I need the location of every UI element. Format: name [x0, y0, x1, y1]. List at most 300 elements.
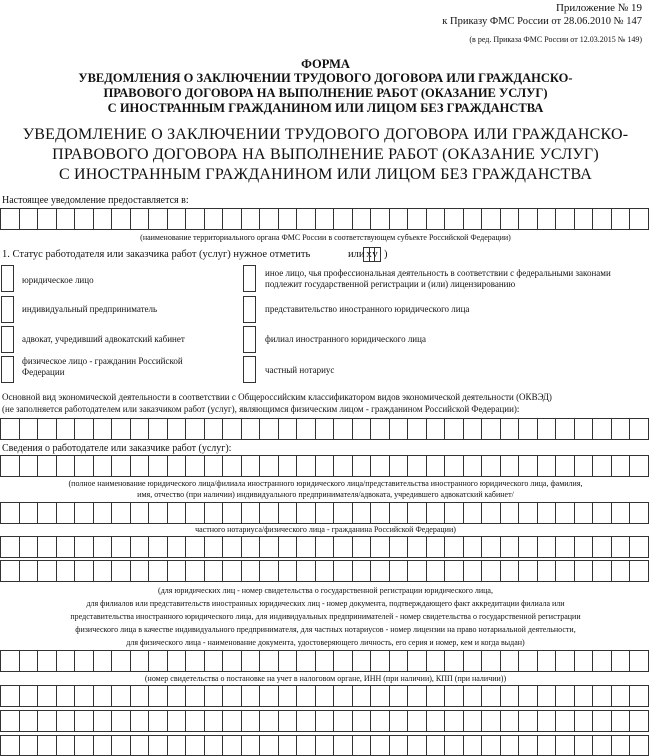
char-cell[interactable] — [501, 736, 520, 755]
char-cell[interactable] — [371, 736, 390, 755]
char-cell[interactable] — [575, 686, 594, 706]
char-cell[interactable] — [57, 651, 76, 671]
char-cell[interactable] — [38, 711, 57, 731]
char-cell[interactable] — [131, 651, 150, 671]
char-cell[interactable] — [94, 537, 113, 557]
char-cell[interactable] — [482, 503, 501, 523]
char-cell[interactable] — [353, 503, 372, 523]
char-cell[interactable] — [556, 419, 575, 439]
char-cell[interactable] — [205, 561, 224, 581]
char-cell[interactable] — [279, 419, 298, 439]
char-cell[interactable] — [464, 686, 483, 706]
char-cell[interactable] — [390, 561, 409, 581]
char-cell[interactable] — [205, 651, 224, 671]
char-cell[interactable] — [334, 651, 353, 671]
char-cell[interactable] — [223, 419, 242, 439]
char-cell[interactable] — [371, 537, 390, 557]
char-cell[interactable] — [575, 537, 594, 557]
checkbox-lawyer[interactable] — [1, 326, 14, 353]
char-cell[interactable] — [612, 537, 631, 557]
char-cell[interactable] — [371, 711, 390, 731]
char-cell[interactable] — [186, 456, 205, 476]
char-cell[interactable] — [482, 711, 501, 731]
char-cell[interactable] — [519, 561, 538, 581]
employer-name-grid-1[interactable] — [0, 455, 649, 477]
char-cell[interactable] — [94, 651, 113, 671]
char-cell[interactable] — [38, 651, 57, 671]
char-cell[interactable] — [630, 711, 649, 731]
char-cell[interactable] — [57, 419, 76, 439]
char-cell[interactable] — [297, 686, 316, 706]
char-cell[interactable] — [427, 537, 446, 557]
char-cell[interactable] — [427, 651, 446, 671]
char-cell[interactable] — [186, 503, 205, 523]
char-cell[interactable] — [57, 686, 76, 706]
char-cell[interactable] — [630, 503, 649, 523]
char-cell[interactable] — [593, 651, 612, 671]
char-cell[interactable] — [353, 209, 372, 229]
char-cell[interactable] — [297, 503, 316, 523]
char-cell[interactable] — [168, 209, 187, 229]
char-cell[interactable] — [501, 651, 520, 671]
char-cell[interactable] — [112, 456, 131, 476]
char-cell[interactable] — [501, 456, 520, 476]
char-cell[interactable] — [353, 686, 372, 706]
char-cell[interactable] — [75, 537, 94, 557]
char-cell[interactable] — [408, 561, 427, 581]
char-cell[interactable] — [538, 537, 557, 557]
char-cell[interactable] — [612, 686, 631, 706]
char-cell[interactable] — [316, 651, 335, 671]
char-cell[interactable] — [20, 711, 39, 731]
char-cell[interactable] — [279, 711, 298, 731]
char-cell[interactable] — [20, 209, 39, 229]
char-cell[interactable] — [575, 419, 594, 439]
char-cell[interactable] — [482, 686, 501, 706]
checkbox-notary[interactable] — [243, 356, 256, 383]
char-cell[interactable] — [482, 537, 501, 557]
char-cell[interactable] — [260, 419, 279, 439]
char-cell[interactable] — [186, 711, 205, 731]
char-cell[interactable] — [205, 736, 224, 755]
char-cell[interactable] — [390, 209, 409, 229]
char-cell[interactable] — [334, 209, 353, 229]
char-cell[interactable] — [297, 456, 316, 476]
char-cell[interactable] — [575, 456, 594, 476]
char-cell[interactable] — [445, 209, 464, 229]
char-cell[interactable] — [334, 561, 353, 581]
char-cell[interactable] — [519, 209, 538, 229]
char-cell[interactable] — [149, 651, 168, 671]
char-cell[interactable] — [612, 711, 631, 731]
char-cell[interactable] — [556, 209, 575, 229]
char-cell[interactable] — [575, 651, 594, 671]
char-cell[interactable] — [38, 561, 57, 581]
char-cell[interactable] — [408, 651, 427, 671]
char-cell[interactable] — [112, 419, 131, 439]
char-cell[interactable] — [464, 736, 483, 755]
char-cell[interactable] — [279, 736, 298, 755]
char-cell[interactable] — [242, 456, 261, 476]
char-cell[interactable] — [20, 651, 39, 671]
char-cell[interactable] — [538, 419, 557, 439]
char-cell[interactable] — [408, 503, 427, 523]
char-cell[interactable] — [20, 456, 39, 476]
char-cell[interactable] — [131, 686, 150, 706]
char-cell[interactable] — [390, 686, 409, 706]
char-cell[interactable] — [223, 209, 242, 229]
char-cell[interactable] — [112, 736, 131, 755]
char-cell[interactable] — [149, 419, 168, 439]
char-cell[interactable] — [297, 419, 316, 439]
char-cell[interactable] — [20, 686, 39, 706]
char-cell[interactable] — [464, 537, 483, 557]
char-cell[interactable] — [408, 736, 427, 755]
char-cell[interactable] — [316, 209, 335, 229]
char-cell[interactable] — [334, 456, 353, 476]
char-cell[interactable] — [168, 561, 187, 581]
char-cell[interactable] — [519, 736, 538, 755]
char-cell[interactable] — [353, 651, 372, 671]
char-cell[interactable] — [38, 537, 57, 557]
char-cell[interactable] — [168, 419, 187, 439]
char-cell[interactable] — [464, 419, 483, 439]
char-cell[interactable] — [501, 711, 520, 731]
char-cell[interactable] — [538, 456, 557, 476]
char-cell[interactable] — [556, 736, 575, 755]
char-cell[interactable] — [260, 561, 279, 581]
char-cell[interactable] — [538, 561, 557, 581]
char-cell[interactable] — [242, 561, 261, 581]
checkbox-citizen[interactable] — [1, 356, 14, 383]
char-cell[interactable] — [482, 651, 501, 671]
char-cell[interactable] — [556, 686, 575, 706]
char-cell[interactable] — [445, 711, 464, 731]
char-cell[interactable] — [501, 537, 520, 557]
char-cell[interactable] — [316, 537, 335, 557]
char-cell[interactable] — [260, 456, 279, 476]
char-cell[interactable] — [593, 419, 612, 439]
char-cell[interactable] — [149, 537, 168, 557]
char-cell[interactable] — [149, 456, 168, 476]
char-cell[interactable] — [279, 537, 298, 557]
char-cell[interactable] — [334, 736, 353, 755]
char-cell[interactable] — [223, 456, 242, 476]
char-cell[interactable] — [131, 736, 150, 755]
char-cell[interactable] — [316, 686, 335, 706]
char-cell[interactable] — [519, 711, 538, 731]
char-cell[interactable] — [575, 503, 594, 523]
employer-name-grid-3[interactable] — [0, 536, 649, 558]
char-cell[interactable] — [371, 419, 390, 439]
char-cell[interactable] — [538, 711, 557, 731]
char-cell[interactable] — [501, 419, 520, 439]
char-cell[interactable] — [593, 503, 612, 523]
char-cell[interactable] — [297, 537, 316, 557]
char-cell[interactable] — [427, 419, 446, 439]
char-cell[interactable] — [149, 503, 168, 523]
char-cell[interactable] — [371, 651, 390, 671]
char-cell[interactable] — [353, 736, 372, 755]
char-cell[interactable] — [593, 711, 612, 731]
char-cell[interactable] — [75, 651, 94, 671]
checkbox-other-person[interactable] — [243, 265, 256, 292]
char-cell[interactable] — [149, 561, 168, 581]
char-cell[interactable] — [94, 419, 113, 439]
char-cell[interactable] — [1, 651, 20, 671]
char-cell[interactable] — [427, 711, 446, 731]
char-cell[interactable] — [75, 456, 94, 476]
char-cell[interactable] — [205, 537, 224, 557]
char-cell[interactable] — [519, 419, 538, 439]
char-cell[interactable] — [1, 209, 20, 229]
char-cell[interactable] — [223, 736, 242, 755]
char-cell[interactable] — [1, 419, 20, 439]
tax-grid-3[interactable] — [0, 735, 649, 756]
char-cell[interactable] — [94, 503, 113, 523]
char-cell[interactable] — [57, 503, 76, 523]
char-cell[interactable] — [75, 209, 94, 229]
char-cell[interactable] — [593, 456, 612, 476]
char-cell[interactable] — [501, 503, 520, 523]
char-cell[interactable] — [149, 711, 168, 731]
char-cell[interactable] — [612, 561, 631, 581]
char-cell[interactable] — [94, 686, 113, 706]
char-cell[interactable] — [390, 456, 409, 476]
char-cell[interactable] — [556, 711, 575, 731]
char-cell[interactable] — [445, 736, 464, 755]
char-cell[interactable] — [316, 503, 335, 523]
char-cell[interactable] — [538, 503, 557, 523]
char-cell[interactable] — [538, 651, 557, 671]
tax-grid-2[interactable] — [0, 710, 649, 732]
char-cell[interactable] — [464, 651, 483, 671]
char-cell[interactable] — [112, 686, 131, 706]
char-cell[interactable] — [482, 419, 501, 439]
char-cell[interactable] — [519, 456, 538, 476]
char-cell[interactable] — [260, 686, 279, 706]
char-cell[interactable] — [445, 537, 464, 557]
char-cell[interactable] — [408, 209, 427, 229]
char-cell[interactable] — [612, 503, 631, 523]
char-cell[interactable] — [260, 503, 279, 523]
char-cell[interactable] — [334, 711, 353, 731]
char-cell[interactable] — [316, 419, 335, 439]
char-cell[interactable] — [612, 419, 631, 439]
char-cell[interactable] — [630, 651, 649, 671]
char-cell[interactable] — [316, 711, 335, 731]
char-cell[interactable] — [20, 537, 39, 557]
char-cell[interactable] — [408, 537, 427, 557]
char-cell[interactable] — [593, 537, 612, 557]
char-cell[interactable] — [1, 537, 20, 557]
char-cell[interactable] — [279, 651, 298, 671]
char-cell[interactable] — [242, 711, 261, 731]
char-cell[interactable] — [371, 456, 390, 476]
char-cell[interactable] — [519, 503, 538, 523]
char-cell[interactable] — [38, 419, 57, 439]
char-cell[interactable] — [464, 209, 483, 229]
char-cell[interactable] — [445, 686, 464, 706]
char-cell[interactable] — [186, 736, 205, 755]
char-cell[interactable] — [57, 561, 76, 581]
char-cell[interactable] — [1, 561, 20, 581]
char-cell[interactable] — [38, 456, 57, 476]
employer-name-grid-2[interactable] — [0, 502, 649, 524]
char-cell[interactable] — [593, 686, 612, 706]
char-cell[interactable] — [149, 209, 168, 229]
char-cell[interactable] — [94, 209, 113, 229]
char-cell[interactable] — [38, 686, 57, 706]
char-cell[interactable] — [630, 209, 649, 229]
char-cell[interactable] — [427, 736, 446, 755]
tax-grid-1[interactable] — [0, 685, 649, 707]
char-cell[interactable] — [482, 561, 501, 581]
char-cell[interactable] — [112, 561, 131, 581]
char-cell[interactable] — [1, 711, 20, 731]
char-cell[interactable] — [279, 209, 298, 229]
char-cell[interactable] — [390, 711, 409, 731]
char-cell[interactable] — [464, 561, 483, 581]
checkbox-individual-entrepreneur[interactable] — [1, 296, 14, 323]
char-cell[interactable] — [20, 503, 39, 523]
char-cell[interactable] — [260, 651, 279, 671]
char-cell[interactable] — [445, 503, 464, 523]
char-cell[interactable] — [57, 537, 76, 557]
char-cell[interactable] — [445, 419, 464, 439]
char-cell[interactable] — [75, 561, 94, 581]
char-cell[interactable] — [131, 456, 150, 476]
char-cell[interactable] — [593, 736, 612, 755]
char-cell[interactable] — [242, 209, 261, 229]
char-cell[interactable] — [20, 561, 39, 581]
char-cell[interactable] — [75, 503, 94, 523]
char-cell[interactable] — [334, 686, 353, 706]
char-cell[interactable] — [186, 651, 205, 671]
char-cell[interactable] — [334, 503, 353, 523]
char-cell[interactable] — [94, 711, 113, 731]
char-cell[interactable] — [1, 503, 20, 523]
char-cell[interactable] — [334, 537, 353, 557]
okved-grid[interactable] — [0, 418, 649, 440]
char-cell[interactable] — [149, 686, 168, 706]
char-cell[interactable] — [334, 419, 353, 439]
char-cell[interactable] — [112, 711, 131, 731]
char-cell[interactable] — [186, 209, 205, 229]
char-cell[interactable] — [464, 711, 483, 731]
char-cell[interactable] — [612, 209, 631, 229]
char-cell[interactable] — [630, 736, 649, 755]
char-cell[interactable] — [57, 456, 76, 476]
char-cell[interactable] — [519, 537, 538, 557]
char-cell[interactable] — [353, 456, 372, 476]
char-cell[interactable] — [464, 503, 483, 523]
char-cell[interactable] — [390, 736, 409, 755]
char-cell[interactable] — [223, 711, 242, 731]
char-cell[interactable] — [131, 419, 150, 439]
char-cell[interactable] — [260, 537, 279, 557]
char-cell[interactable] — [297, 651, 316, 671]
char-cell[interactable] — [556, 456, 575, 476]
char-cell[interactable] — [538, 736, 557, 755]
char-cell[interactable] — [630, 686, 649, 706]
char-cell[interactable] — [242, 503, 261, 523]
char-cell[interactable] — [20, 419, 39, 439]
employer-doc-grid-1[interactable] — [0, 560, 649, 582]
char-cell[interactable] — [297, 561, 316, 581]
char-cell[interactable] — [205, 209, 224, 229]
char-cell[interactable] — [371, 686, 390, 706]
char-cell[interactable] — [168, 711, 187, 731]
char-cell[interactable] — [390, 651, 409, 671]
char-cell[interactable] — [112, 503, 131, 523]
char-cell[interactable] — [575, 209, 594, 229]
char-cell[interactable] — [242, 686, 261, 706]
char-cell[interactable] — [575, 736, 594, 755]
employer-doc-grid-2[interactable] — [0, 650, 649, 672]
checkbox-legal-entity[interactable] — [1, 265, 14, 292]
char-cell[interactable] — [260, 736, 279, 755]
char-cell[interactable] — [149, 736, 168, 755]
char-cell[interactable] — [1, 736, 20, 755]
char-cell[interactable] — [168, 456, 187, 476]
char-cell[interactable] — [112, 209, 131, 229]
char-cell[interactable] — [630, 537, 649, 557]
char-cell[interactable] — [390, 419, 409, 439]
char-cell[interactable] — [168, 651, 187, 671]
char-cell[interactable] — [1, 456, 20, 476]
char-cell[interactable] — [168, 503, 187, 523]
char-cell[interactable] — [57, 736, 76, 755]
char-cell[interactable] — [205, 503, 224, 523]
char-cell[interactable] — [186, 537, 205, 557]
char-cell[interactable] — [94, 561, 113, 581]
char-cell[interactable] — [279, 503, 298, 523]
char-cell[interactable] — [316, 561, 335, 581]
char-cell[interactable] — [38, 209, 57, 229]
char-cell[interactable] — [630, 456, 649, 476]
char-cell[interactable] — [297, 736, 316, 755]
checkbox-representative-office[interactable] — [243, 296, 256, 323]
char-cell[interactable] — [538, 686, 557, 706]
char-cell[interactable] — [316, 736, 335, 755]
char-cell[interactable] — [353, 561, 372, 581]
char-cell[interactable] — [556, 561, 575, 581]
char-cell[interactable] — [408, 711, 427, 731]
char-cell[interactable] — [501, 561, 520, 581]
char-cell[interactable] — [371, 503, 390, 523]
char-cell[interactable] — [612, 651, 631, 671]
char-cell[interactable] — [223, 537, 242, 557]
char-cell[interactable] — [371, 209, 390, 229]
char-cell[interactable] — [556, 651, 575, 671]
char-cell[interactable] — [316, 456, 335, 476]
char-cell[interactable] — [279, 456, 298, 476]
char-cell[interactable] — [242, 736, 261, 755]
char-cell[interactable] — [408, 456, 427, 476]
char-cell[interactable] — [556, 537, 575, 557]
char-cell[interactable] — [408, 686, 427, 706]
territorial-body-grid[interactable] — [0, 208, 649, 230]
char-cell[interactable] — [112, 537, 131, 557]
char-cell[interactable] — [223, 503, 242, 523]
char-cell[interactable] — [408, 419, 427, 439]
char-cell[interactable] — [131, 711, 150, 731]
char-cell[interactable] — [353, 537, 372, 557]
char-cell[interactable] — [519, 686, 538, 706]
char-cell[interactable] — [242, 537, 261, 557]
char-cell[interactable] — [297, 711, 316, 731]
